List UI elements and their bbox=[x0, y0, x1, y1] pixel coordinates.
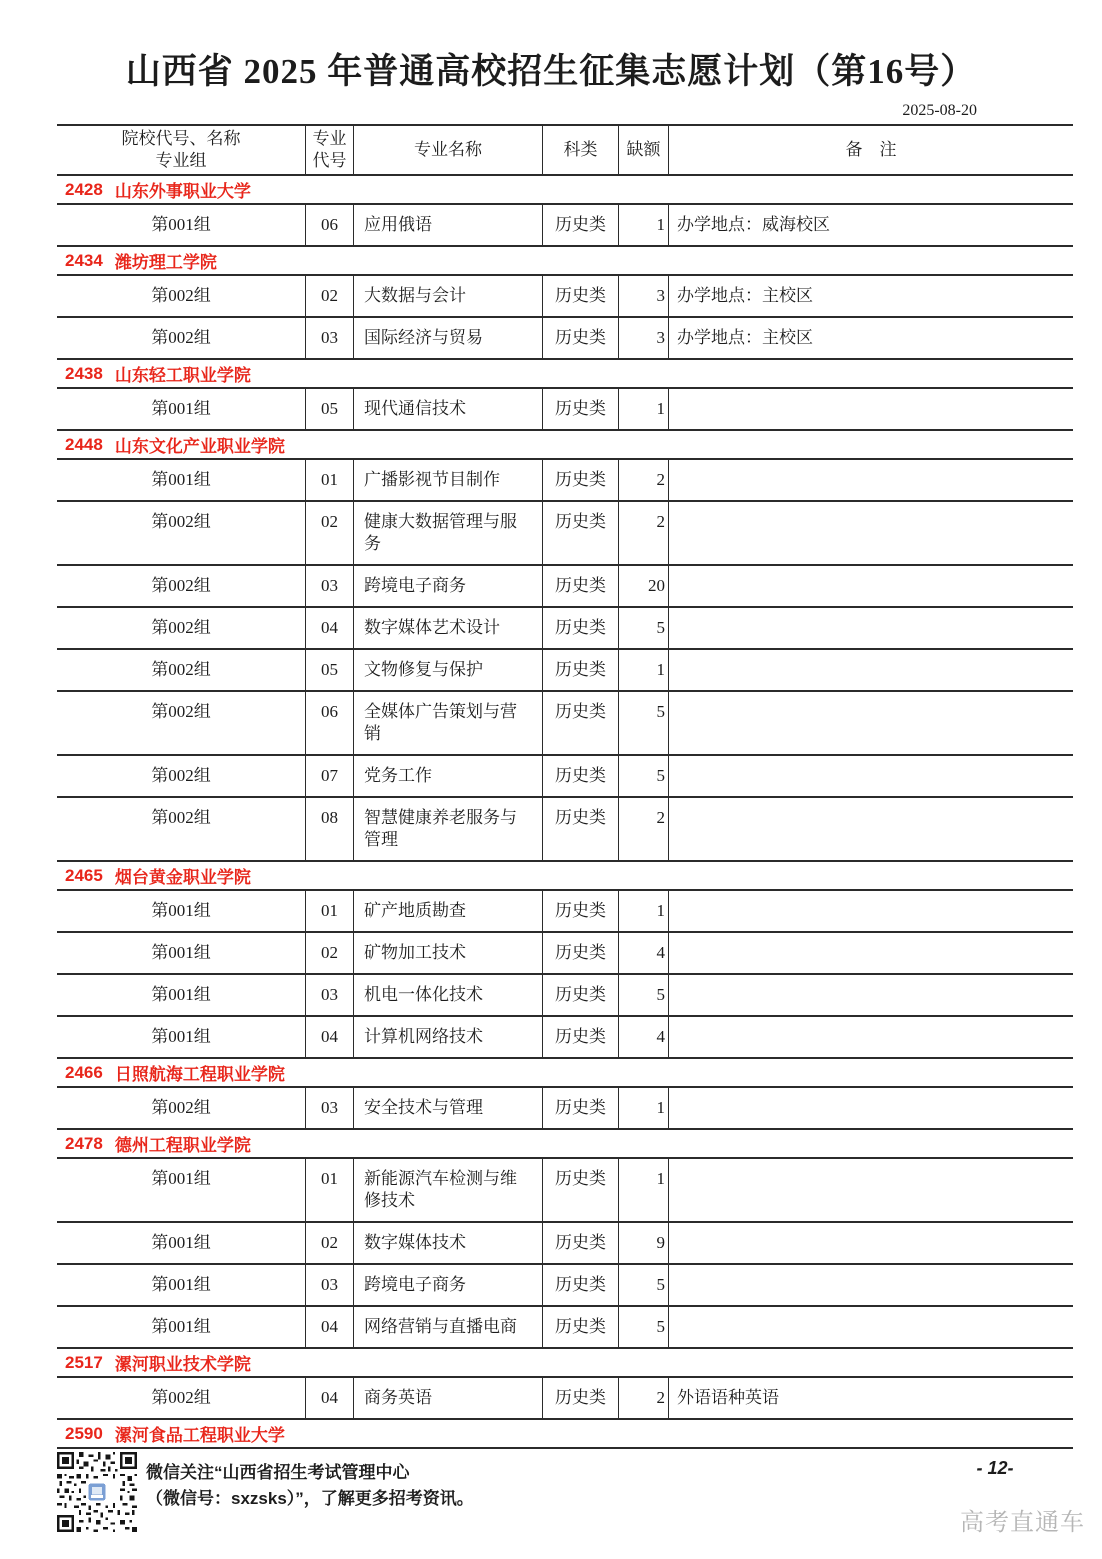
remark-cell bbox=[668, 1265, 1073, 1305]
remark-cell bbox=[668, 608, 1073, 648]
watermark: 高考直通车 bbox=[960, 1509, 1085, 1536]
group-cell: 第002组 bbox=[151, 660, 211, 679]
table-row bbox=[57, 1307, 1073, 1349]
table-row bbox=[57, 650, 1073, 692]
major-name-cell: 应用俄语 bbox=[353, 205, 542, 245]
major-code-cell: 01 bbox=[305, 1159, 353, 1221]
college-name: 漯河职业技术学院 bbox=[114, 1355, 251, 1374]
college-code: 2448 bbox=[65, 434, 103, 454]
major-name-cell: 数字媒体艺术设计 bbox=[353, 608, 542, 648]
table-row bbox=[57, 276, 1073, 318]
page-title: 山西省 2025 年普通高校招生征集志愿计划（第16号） bbox=[125, 52, 977, 91]
major-code-cell: 03 bbox=[305, 318, 353, 358]
major-code-cell: 02 bbox=[305, 933, 353, 973]
college-name: 潍坊理工学院 bbox=[114, 253, 217, 272]
category-cell: 历史类 bbox=[542, 1017, 618, 1057]
college-name: 山东外事职业大学 bbox=[114, 182, 251, 201]
group-cell: 第002组 bbox=[151, 576, 211, 595]
table-row bbox=[57, 1159, 1073, 1223]
group-cell: 第001组 bbox=[151, 901, 211, 920]
group-cell: 第002组 bbox=[151, 328, 211, 347]
remark-cell bbox=[668, 975, 1073, 1015]
category-cell: 历史类 bbox=[542, 756, 618, 796]
footer-note-line1: 微信关注“山西省招生考试管理中心 bbox=[146, 1463, 410, 1482]
table-header-row bbox=[57, 126, 1073, 176]
major-name-cell: 广播影视节目制作 bbox=[353, 460, 542, 500]
major-code-cell: 03 bbox=[305, 566, 353, 606]
major-code-cell: 02 bbox=[305, 276, 353, 316]
college-section-row bbox=[57, 862, 1073, 891]
college-code: 2466 bbox=[65, 1062, 103, 1082]
vacancy-cell: 1 bbox=[618, 205, 668, 245]
category-cell: 历史类 bbox=[542, 460, 618, 500]
group-cell: 第002组 bbox=[151, 512, 211, 531]
table-row bbox=[57, 933, 1073, 975]
vacancy-cell: 9 bbox=[618, 1223, 668, 1263]
major-code-cell: 02 bbox=[305, 502, 353, 564]
group-cell: 第001组 bbox=[151, 943, 211, 962]
college-code: 2590 bbox=[65, 1423, 103, 1443]
remark-cell bbox=[668, 1088, 1073, 1128]
major-name-cell: 国际经济与贸易 bbox=[353, 318, 542, 358]
major-name-cell: 矿物加工技术 bbox=[353, 933, 542, 973]
major-name-cell: 全媒体广告策划与营销 bbox=[353, 692, 542, 754]
table-row bbox=[57, 608, 1073, 650]
header-college: 院校代号、名称 专业组 bbox=[121, 129, 241, 170]
college-name: 漯河食品工程职业大学 bbox=[114, 1426, 285, 1445]
category-cell: 历史类 bbox=[542, 1307, 618, 1347]
major-code-cell: 01 bbox=[305, 891, 353, 931]
college-name: 山东文化产业职业学院 bbox=[114, 437, 285, 456]
major-code-cell: 08 bbox=[305, 798, 353, 860]
header-category: 科类 bbox=[542, 126, 618, 174]
table-row bbox=[57, 318, 1073, 360]
vacancy-cell: 5 bbox=[618, 975, 668, 1015]
table-row bbox=[57, 692, 1073, 756]
page-number: - 12- bbox=[976, 1458, 1014, 1478]
group-cell: 第002组 bbox=[151, 808, 211, 827]
vacancy-cell: 4 bbox=[618, 1017, 668, 1057]
remark-cell bbox=[668, 692, 1073, 754]
category-cell: 历史类 bbox=[542, 608, 618, 648]
major-name-cell: 党务工作 bbox=[353, 756, 542, 796]
table-row bbox=[57, 1378, 1073, 1420]
wechat-qr-code-icon bbox=[57, 1452, 137, 1532]
table-row bbox=[57, 460, 1073, 502]
vacancy-cell: 2 bbox=[618, 502, 668, 564]
group-cell: 第002组 bbox=[151, 618, 211, 637]
table-row bbox=[57, 1265, 1073, 1307]
remark-cell bbox=[668, 1017, 1073, 1057]
table-row bbox=[57, 1017, 1073, 1059]
table-row bbox=[57, 975, 1073, 1017]
major-name-cell: 网络营销与直播电商 bbox=[353, 1307, 542, 1347]
vacancy-cell: 2 bbox=[618, 798, 668, 860]
header-remark: 备 注 bbox=[668, 126, 1073, 174]
college-code: 2428 bbox=[65, 179, 103, 199]
plan-table bbox=[57, 124, 1073, 1449]
major-name-cell: 大数据与会计 bbox=[353, 276, 542, 316]
vacancy-cell: 2 bbox=[618, 1378, 668, 1418]
major-name-cell: 现代通信技术 bbox=[353, 389, 542, 429]
major-name-cell: 新能源汽车检测与维修技术 bbox=[353, 1159, 542, 1221]
group-cell: 第001组 bbox=[151, 399, 211, 418]
table-row bbox=[57, 798, 1073, 862]
remark-cell bbox=[668, 460, 1073, 500]
group-cell: 第001组 bbox=[151, 1027, 211, 1046]
college-name: 德州工程职业学院 bbox=[114, 1136, 251, 1155]
vacancy-cell: 5 bbox=[618, 692, 668, 754]
major-code-cell: 04 bbox=[305, 1017, 353, 1057]
category-cell: 历史类 bbox=[542, 389, 618, 429]
category-cell: 历史类 bbox=[542, 318, 618, 358]
footer-note bbox=[146, 1452, 474, 1512]
major-code-cell: 05 bbox=[305, 650, 353, 690]
group-cell: 第001组 bbox=[151, 1233, 211, 1252]
category-cell: 历史类 bbox=[542, 692, 618, 754]
vacancy-cell: 4 bbox=[618, 933, 668, 973]
remark-cell bbox=[668, 1307, 1073, 1347]
category-cell: 历史类 bbox=[542, 276, 618, 316]
major-code-cell: 03 bbox=[305, 1265, 353, 1305]
remark-cell bbox=[668, 1223, 1073, 1263]
group-cell: 第002组 bbox=[151, 286, 211, 305]
major-name-cell: 文物修复与保护 bbox=[353, 650, 542, 690]
category-cell: 历史类 bbox=[542, 1223, 618, 1263]
remark-cell bbox=[668, 891, 1073, 931]
college-section-row bbox=[57, 1349, 1073, 1378]
category-cell: 历史类 bbox=[542, 566, 618, 606]
category-cell: 历史类 bbox=[542, 502, 618, 564]
table-row bbox=[57, 891, 1073, 933]
major-name-cell: 健康大数据管理与服务 bbox=[353, 502, 542, 564]
major-name-cell: 安全技术与管理 bbox=[353, 1088, 542, 1128]
major-name-cell: 机电一体化技术 bbox=[353, 975, 542, 1015]
remark-cell bbox=[668, 933, 1073, 973]
category-cell: 历史类 bbox=[542, 1159, 618, 1221]
group-cell: 第001组 bbox=[151, 215, 211, 234]
vacancy-cell: 5 bbox=[618, 1265, 668, 1305]
group-cell: 第001组 bbox=[151, 985, 211, 1004]
college-name: 日照航海工程职业学院 bbox=[114, 1065, 285, 1084]
major-code-cell: 02 bbox=[305, 1223, 353, 1263]
college-code: 2478 bbox=[65, 1133, 103, 1153]
college-section-row bbox=[57, 176, 1073, 205]
table-row bbox=[57, 1088, 1073, 1130]
table-row bbox=[57, 502, 1073, 566]
category-cell: 历史类 bbox=[542, 891, 618, 931]
table-row bbox=[57, 205, 1073, 247]
college-code: 2517 bbox=[65, 1352, 103, 1372]
major-code-cell: 04 bbox=[305, 1307, 353, 1347]
group-cell: 第002组 bbox=[151, 1098, 211, 1117]
header-vacancy: 缺额 bbox=[618, 126, 668, 174]
remark-cell bbox=[668, 756, 1073, 796]
vacancy-cell: 20 bbox=[618, 566, 668, 606]
group-cell: 第001组 bbox=[151, 1275, 211, 1294]
college-section-row bbox=[57, 1420, 1073, 1449]
major-code-cell: 06 bbox=[305, 692, 353, 754]
vacancy-cell: 1 bbox=[618, 389, 668, 429]
college-section-row bbox=[57, 1130, 1073, 1159]
table-row bbox=[57, 756, 1073, 798]
major-name-cell: 计算机网络技术 bbox=[353, 1017, 542, 1057]
major-code-cell: 06 bbox=[305, 205, 353, 245]
major-code-cell: 07 bbox=[305, 756, 353, 796]
category-cell: 历史类 bbox=[542, 1378, 618, 1418]
college-name: 烟台黄金职业学院 bbox=[114, 868, 251, 887]
category-cell: 历史类 bbox=[542, 975, 618, 1015]
vacancy-cell: 3 bbox=[618, 318, 668, 358]
major-name-cell: 数字媒体技术 bbox=[353, 1223, 542, 1263]
footer bbox=[57, 1452, 474, 1532]
remark-cell bbox=[668, 389, 1073, 429]
college-section-row bbox=[57, 247, 1073, 276]
group-cell: 第002组 bbox=[151, 766, 211, 785]
college-section-row bbox=[57, 1059, 1073, 1088]
college-code: 2465 bbox=[65, 865, 103, 885]
document-date: 2025-08-20 bbox=[902, 102, 977, 119]
major-code-cell: 04 bbox=[305, 608, 353, 648]
college-code: 2434 bbox=[65, 250, 103, 270]
category-cell: 历史类 bbox=[542, 1265, 618, 1305]
header-major-name: 专业名称 bbox=[353, 126, 542, 174]
remark-cell: 办学地点：主校区 bbox=[668, 318, 1073, 358]
remark-cell: 外语语种英语 bbox=[668, 1378, 1073, 1418]
major-code-cell: 03 bbox=[305, 975, 353, 1015]
group-cell: 第001组 bbox=[151, 470, 211, 489]
remark-cell: 办学地点：威海校区 bbox=[668, 205, 1073, 245]
vacancy-cell: 1 bbox=[618, 891, 668, 931]
major-name-cell: 跨境电子商务 bbox=[353, 1265, 542, 1305]
major-code-cell: 01 bbox=[305, 460, 353, 500]
category-cell: 历史类 bbox=[542, 1088, 618, 1128]
major-name-cell: 智慧健康养老服务与管理 bbox=[353, 798, 542, 860]
major-code-cell: 05 bbox=[305, 389, 353, 429]
major-name-cell: 商务英语 bbox=[353, 1378, 542, 1418]
college-section-row bbox=[57, 431, 1073, 460]
college-code: 2438 bbox=[65, 363, 103, 383]
header-major-code: 专业 代号 bbox=[305, 126, 353, 174]
category-cell: 历史类 bbox=[542, 205, 618, 245]
college-section-row bbox=[57, 360, 1073, 389]
table-row bbox=[57, 389, 1073, 431]
remark-cell bbox=[668, 650, 1073, 690]
college-name: 山东轻工职业学院 bbox=[114, 366, 251, 385]
vacancy-cell: 1 bbox=[618, 1088, 668, 1128]
vacancy-cell: 5 bbox=[618, 1307, 668, 1347]
vacancy-cell: 3 bbox=[618, 276, 668, 316]
footer-note-line2: （微信号：sxzsks）”，了解更多招考资讯。 bbox=[146, 1489, 474, 1508]
table-row bbox=[57, 566, 1073, 608]
group-cell: 第001组 bbox=[151, 1317, 211, 1336]
category-cell: 历史类 bbox=[542, 650, 618, 690]
vacancy-cell: 1 bbox=[618, 1159, 668, 1221]
remark-cell bbox=[668, 1159, 1073, 1221]
major-name-cell: 矿产地质勘查 bbox=[353, 891, 542, 931]
group-cell: 第001组 bbox=[151, 1169, 211, 1188]
vacancy-cell: 5 bbox=[618, 756, 668, 796]
remark-cell bbox=[668, 502, 1073, 564]
remark-cell bbox=[668, 798, 1073, 860]
group-cell: 第002组 bbox=[151, 702, 211, 721]
vacancy-cell: 2 bbox=[618, 460, 668, 500]
major-name-cell: 跨境电子商务 bbox=[353, 566, 542, 606]
table-row bbox=[57, 1223, 1073, 1265]
group-cell: 第002组 bbox=[151, 1388, 211, 1407]
remark-cell: 办学地点：主校区 bbox=[668, 276, 1073, 316]
remark-cell bbox=[668, 566, 1073, 606]
major-code-cell: 04 bbox=[305, 1378, 353, 1418]
vacancy-cell: 5 bbox=[618, 608, 668, 648]
category-cell: 历史类 bbox=[542, 798, 618, 860]
category-cell: 历史类 bbox=[542, 933, 618, 973]
vacancy-cell: 1 bbox=[618, 650, 668, 690]
major-code-cell: 03 bbox=[305, 1088, 353, 1128]
